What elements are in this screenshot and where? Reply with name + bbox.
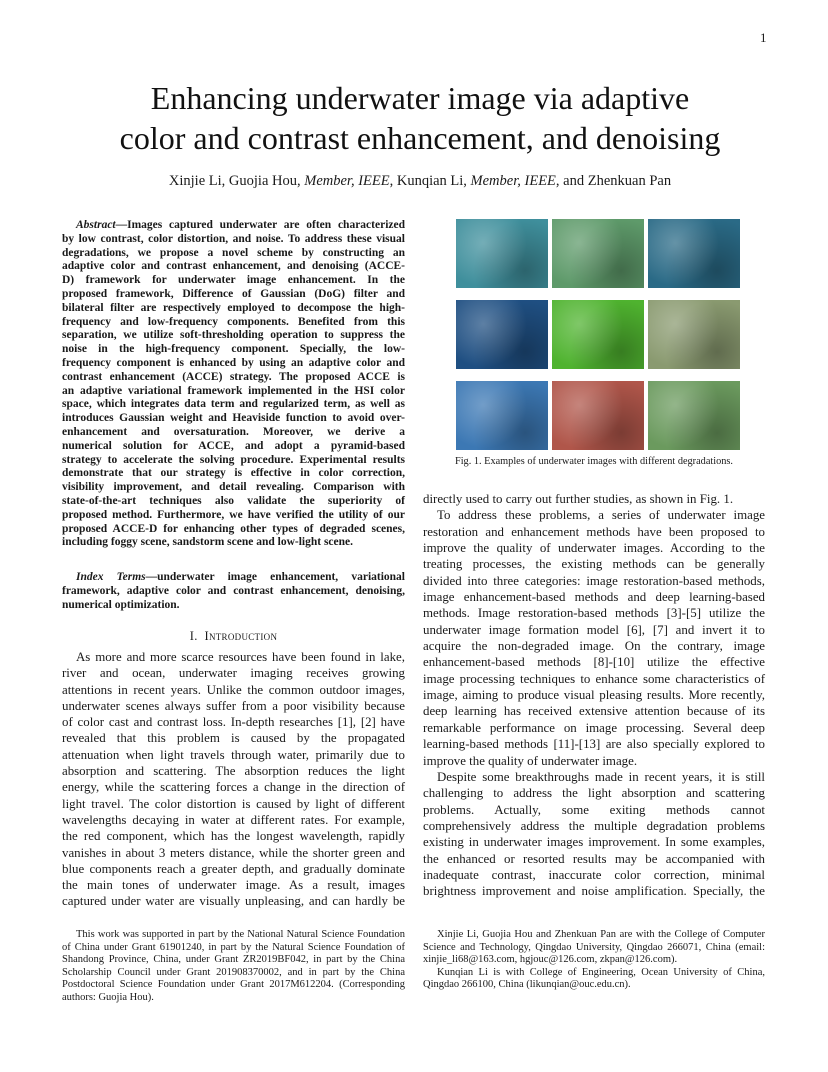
body-line: attentions in recent years. Unlike the common outdoor images, bbox=[62, 682, 405, 697]
abstract-line: proposed ACCE-D for enhancing other types of degraded scenes, bbox=[62, 522, 405, 535]
body-line: remarkable performance on image processing. Several deep bbox=[423, 720, 765, 735]
figure-caption: Fig. 1. Examples of underwater images with different degradations. bbox=[454, 456, 734, 467]
abstract-line: D) framework for underwater image enhancement. In the bbox=[62, 274, 405, 287]
body-line: underwater image formation model [6], [7] and invert it to bbox=[423, 622, 765, 637]
index-terms-line: framework, adaptive color and contrast enhancement, denoising, bbox=[62, 584, 405, 597]
abstract-line: bilateral filter are respectively employed to decompose the high- bbox=[62, 301, 405, 314]
footnote-line: Postdoctoral Science Foundation under Grant 2017M612204. (Corresponding bbox=[62, 979, 405, 990]
author-membership: Member, IEEE bbox=[304, 173, 390, 189]
body-line: blue components reach a greater depth, and gradually dominate bbox=[62, 861, 405, 876]
body-line: attenuation when light travels through water, primarily due to bbox=[62, 747, 405, 762]
right-column-text bbox=[423, 491, 765, 900]
abstract bbox=[62, 219, 405, 550]
author-names: , Kunqian Li, bbox=[389, 173, 471, 189]
index-terms bbox=[62, 571, 405, 612]
index-terms-label: Index Terms bbox=[76, 571, 146, 583]
abstract-line: by low contrast, color distortion, and noise. To address these visual bbox=[62, 232, 405, 245]
hazy-diver-tile bbox=[648, 381, 740, 450]
section-title: Introduction bbox=[204, 629, 278, 643]
clownfish-tile bbox=[552, 219, 644, 288]
abstract-label: Abstract bbox=[76, 219, 116, 231]
body-line: challenging to address the light absorption and scattering bbox=[423, 786, 765, 801]
index-terms-line: Index Terms—underwater image enhancement, variational bbox=[76, 571, 405, 583]
author-names: , and Zhenkuan Pan bbox=[555, 173, 672, 189]
body-line: river and ocean, underwater imaging receives growing bbox=[62, 666, 405, 681]
author-names: Xinjie Li, Guojia Hou, bbox=[168, 173, 305, 189]
body-line: methods. Image restoration-based methods [3]-[5] utilize the bbox=[423, 606, 765, 621]
body-line: revealed that this problem is caused by the propagated bbox=[62, 731, 405, 746]
body-line: absorption and scattering. The absorption reduces the light bbox=[62, 764, 405, 779]
body-line: the red component, which has the longest wavelength, rapidly bbox=[62, 829, 405, 844]
abstract-line: noise in the high-frequency component. Specially, the low- bbox=[62, 343, 405, 356]
body-line: comprehensively address the multiple degradation problems bbox=[423, 818, 765, 833]
shipwreck-tile bbox=[456, 381, 548, 450]
body-line: restoration and enhancement methods have been proposed to bbox=[423, 524, 765, 539]
footnote-line: Kunqian Li is with College of Engineering, Ocean University of China, bbox=[437, 966, 765, 978]
body-line: deep learning has received extensive attention because of its bbox=[423, 704, 765, 719]
index-terms-line: numerical optimization. bbox=[62, 598, 180, 611]
abstract-line: frequency and low-frequency components. Benefited from this bbox=[62, 315, 405, 328]
abstract-line: contrast enhancement (ACCE) strategy. The proposed ACCE is bbox=[62, 370, 405, 383]
title-line: Enhancing underwater image via adaptive bbox=[150, 80, 690, 116]
footnote-line: Xinjie Li, Guojia Hou and Zhenkuan Pan are with the College of Computer bbox=[437, 929, 765, 940]
body-line: enhancement-based methods [8]-[10] utilize the effective bbox=[423, 655, 765, 670]
footnote-line: authors: Guojia Hou). bbox=[62, 991, 154, 1003]
abstract-line: separation, we utilize soft-thresholding operation to suppress the bbox=[62, 329, 405, 342]
body-line: image processing techniques to enhance some characteristics of bbox=[423, 671, 765, 686]
coral-tile bbox=[552, 381, 644, 450]
body-line: existing in underwater images improvement. In some examples, bbox=[423, 835, 765, 850]
murky-reef-tile bbox=[648, 300, 740, 369]
abstract-line: numerical solution for ACCE, and adopt a pyramid-based bbox=[62, 439, 405, 452]
section-heading bbox=[62, 629, 405, 644]
abstract-line: demonstrate that our strategy is effective in color correction, bbox=[62, 467, 405, 480]
body-line: acquire the non-degraded image. On the contrary, image bbox=[423, 639, 765, 654]
body-line: treating processes, the existing methods can be generally bbox=[423, 557, 765, 572]
affiliation-footnote bbox=[423, 929, 765, 992]
abstract-line: proposed method. Furthermore, we have verified the utility of our bbox=[62, 508, 405, 521]
page-number: 1 bbox=[760, 30, 767, 45]
section-numeral: I. bbox=[189, 629, 198, 643]
body-line: To address these problems, a series of underwater image bbox=[437, 508, 765, 523]
abstract-line: proposed framework, Difference of Gaussian (DoG) filter and bbox=[62, 287, 405, 300]
abstract-line: space, which integrates data term and regularized term, as well as bbox=[62, 398, 405, 411]
figure-1-image-grid bbox=[456, 219, 740, 451]
author-membership: Member, IEEE bbox=[470, 173, 556, 189]
body-line: the enhanced or resorted results may be accompanied with bbox=[423, 851, 765, 866]
footnote-line: Science and Technology, Qingdao University, Qingdao 266071, China (email: bbox=[423, 941, 765, 953]
body-line: inadequate contrast, inaccurate color correction, minimal bbox=[423, 867, 765, 882]
footnote-line: This work was supported in part by the National Natural Science Foundation bbox=[76, 929, 405, 940]
body-line: the main tones of underwater image. As a result, images bbox=[62, 878, 405, 893]
deep-blue-tile bbox=[456, 300, 548, 369]
body-line: divided into three categories: image restoration-based methods, bbox=[423, 573, 765, 588]
author-list bbox=[60, 173, 780, 190]
body-line: brightness improvement and noise amplification. Specially, the bbox=[423, 884, 765, 899]
abstract-line: Abstract—Images captured underwater are often characterized bbox=[76, 219, 405, 231]
body-line: light travel. The color distortion is caused by light of different bbox=[62, 796, 405, 811]
body-line: captured under water are visually unpleasing, and can hardly be bbox=[62, 894, 405, 909]
abstract-line: degradations, we propose a novel scheme by constructing an bbox=[62, 246, 405, 259]
abstract-line: frequency component is enhanced by using an adaptive color and bbox=[62, 356, 405, 369]
body-line: improve the quality of underwater image. bbox=[423, 753, 638, 768]
body-line: underwater scenes always suffer from a poor visibility because bbox=[62, 698, 405, 713]
body-line: image, aiming to produce visual pleasing results. More recently, bbox=[423, 688, 765, 703]
footnote-line: Qingdao 266100, China (likunqian@ouc.edu.cn). bbox=[423, 979, 631, 990]
body-line: wavelengths decaying in water at different rates. For example, bbox=[62, 812, 405, 827]
abstract-line: visibility improvement, and detail revealing. Comparison with bbox=[62, 481, 405, 494]
wreck-tile bbox=[648, 219, 740, 288]
footnote-line: xinjie_li68@163.com, hgjouc@126.com, zkpan@126.com). bbox=[423, 954, 678, 965]
green-diver-tile bbox=[552, 300, 644, 369]
abstract-line: strategy to accelerate the solving procedure. Experimental results bbox=[62, 453, 405, 466]
footnote-line: Shandong Province, China, under Grant ZR2019BF042, in part by the China bbox=[62, 954, 405, 965]
funding-footnote bbox=[62, 929, 405, 1004]
abstract-line: including foggy scene, sandstorm scene and low-light scene. bbox=[62, 536, 354, 549]
footnote-line: Scholarship Council under Grant 201908370002, and in part by the China bbox=[62, 966, 405, 978]
body-line: energy, while the scattering forces a change in the direction of bbox=[62, 780, 405, 795]
abstract-line: an adaptive variational framework implemented in the HSI color bbox=[62, 384, 405, 397]
body-line: of color cast and contrast loss. In-depth researches [1], [2] have bbox=[62, 715, 405, 730]
abstract-line: introduces Gaussian weight and Heaviside function to avoid over- bbox=[62, 412, 405, 425]
body-line: directly used to carry out further studies, as shown in Fig. 1. bbox=[423, 492, 734, 506]
title-line: color and contrast enhancement, and denoising bbox=[119, 120, 721, 156]
footnote-line: of China under Grant 61901240, in part by the Natural Science Foundation of bbox=[62, 941, 405, 953]
body-line: improve the quality of underwater images. According to the bbox=[423, 541, 765, 556]
reef-tile bbox=[456, 219, 548, 288]
body-line: vanishes in about 3 meters distance, while the shorter green and bbox=[62, 845, 405, 860]
abstract-line: enhancement and oversaturation. Moreover, we derive a bbox=[62, 425, 405, 438]
abstract-line: state-of-the-art techniques also validate the superiority of bbox=[62, 494, 405, 507]
body-line: problems. Actually, some exiting methods cannot bbox=[423, 802, 765, 817]
abstract-line: adaptive color and contrast enhancement, and denoising (ACCE- bbox=[62, 260, 405, 273]
paper-title bbox=[60, 78, 780, 158]
body-line: As more and more scarce resources have been found in lake, bbox=[76, 650, 405, 664]
intro-text bbox=[62, 649, 405, 910]
body-line: learning-based methods [11]-[13] are also specially explored to bbox=[423, 737, 765, 752]
body-line: image enhancement-based methods and deep learning-based bbox=[423, 590, 765, 605]
body-line: Despite some breakthroughs made in recent years, it is still bbox=[437, 769, 765, 784]
